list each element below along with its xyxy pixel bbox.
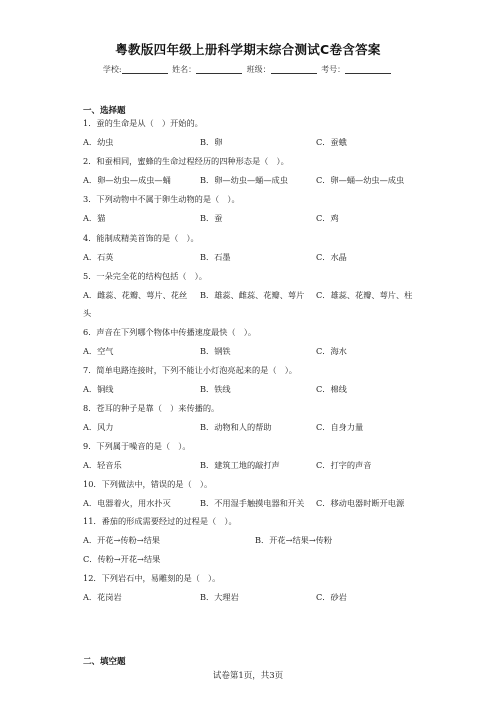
question-8: 8．苍耳的种子是靠（ ）来传播的。	[83, 403, 220, 413]
name-blank[interactable]	[196, 64, 242, 74]
question-5: 5．一朵完全花的结构包括（ ）。	[83, 271, 207, 281]
option-b[interactable]: B．建筑工地的敲打声	[200, 460, 280, 470]
option-b[interactable]: B．动物和人的帮助	[200, 422, 272, 432]
question-1: 1．蚕的生命是从（ ）开始的。	[83, 118, 203, 128]
question-11: 11．番茄的形成需要经过的过程是（ ）。	[83, 516, 237, 526]
option-c[interactable]: C．雄蕊、花瓣、萼片、柱	[316, 290, 413, 300]
option-b[interactable]: B．大理岩	[200, 592, 239, 602]
option-c[interactable]: C．打字的声音	[316, 460, 372, 470]
class-blank[interactable]	[271, 64, 317, 74]
option-c[interactable]: C．棉线	[316, 384, 347, 394]
option-b[interactable]: B．开花→结果→传粉	[255, 535, 333, 545]
option-a[interactable]: A．雌蕊、花瓣、萼片、花丝	[83, 290, 188, 300]
option-a[interactable]: A．电器着火，用水扑灭	[83, 498, 171, 508]
option-a[interactable]: A．风力	[83, 422, 114, 432]
question-6: 6．声音在下列哪个物体中传播速度最快（ ）。	[83, 327, 257, 337]
question-9: 9．下列属于噪音的是（ ）。	[83, 441, 191, 451]
option-c-continuation: 头	[83, 308, 92, 318]
option-a[interactable]: A．空气	[83, 346, 114, 356]
option-c[interactable]: C．砂岩	[316, 592, 347, 602]
option-b[interactable]: B．卵—幼虫—蛹—成虫	[200, 175, 288, 185]
exam-title: 粤教版四年级上册科学期末综合测试C卷含答案	[115, 42, 381, 57]
option-a[interactable]: A．石英	[83, 252, 114, 262]
option-a[interactable]: A．花岗岩	[83, 592, 122, 602]
option-c[interactable]: C．传粉→开花→结果	[83, 554, 161, 564]
section-choice-title: 一、选择题	[83, 106, 126, 116]
option-b[interactable]: B．卵	[200, 137, 223, 147]
option-b[interactable]: B．石墨	[200, 252, 231, 262]
option-c[interactable]: C．移动电器时断开电源	[316, 498, 405, 508]
number-blank[interactable]	[345, 64, 391, 74]
option-b[interactable]: B．铁线	[200, 384, 231, 394]
question-2: 2．和蚕相同，蜜蜂的生命过程经历的四种形态是（ ）。	[83, 156, 289, 166]
option-a[interactable]: A．轻音乐	[83, 460, 122, 470]
option-b[interactable]: B．钢铁	[200, 346, 231, 356]
option-c[interactable]: C．水晶	[316, 252, 347, 262]
option-a[interactable]: A．猫	[83, 213, 106, 223]
option-b[interactable]: B．雄蕊、雌蕊、花瓣、萼片	[200, 290, 305, 300]
number-label: 考号：	[321, 65, 346, 74]
option-c[interactable]: C．卵—蛹—幼虫—成虫	[316, 175, 405, 185]
question-7: 7．简单电路连接时，下列不能让小灯泡亮起来的是（ ）。	[83, 365, 297, 375]
class-label: 班级：	[246, 65, 271, 74]
option-a[interactable]: A．幼虫	[83, 137, 114, 147]
option-b[interactable]: B．蚕	[200, 213, 223, 223]
page-footer: 试卷第1页，共3页	[212, 671, 284, 681]
question-12: 12．下列岩石中，易雕刻的是（ ）。	[83, 573, 221, 583]
option-c[interactable]: C．蚕蛾	[316, 137, 347, 147]
school-label: 学校:	[102, 65, 122, 74]
section-fill-title: 二、填空题	[83, 657, 126, 667]
option-a[interactable]: A．卵—幼虫—成虫—蛹	[83, 175, 171, 185]
question-3: 3．下列动物中不属于卵生动物的是（ ）。	[83, 194, 240, 204]
option-b[interactable]: B．不用湿手触摸电器和开关	[200, 498, 305, 508]
question-4: 4．能制成精美首饰的是（ ）。	[83, 233, 199, 243]
option-c[interactable]: C．海水	[316, 346, 347, 356]
option-a[interactable]: A．开花→传粉→结果	[83, 535, 160, 545]
name-label: 姓名：	[172, 65, 197, 74]
option-c[interactable]: C．自身力量	[316, 422, 364, 432]
school-blank[interactable]	[122, 64, 168, 74]
option-a[interactable]: A．铜线	[83, 384, 114, 394]
student-info-line	[0, 64, 496, 75]
question-10: 10．下列做法中，错误的是（ ）。	[83, 479, 213, 489]
option-c[interactable]: C．鸡	[316, 213, 339, 223]
